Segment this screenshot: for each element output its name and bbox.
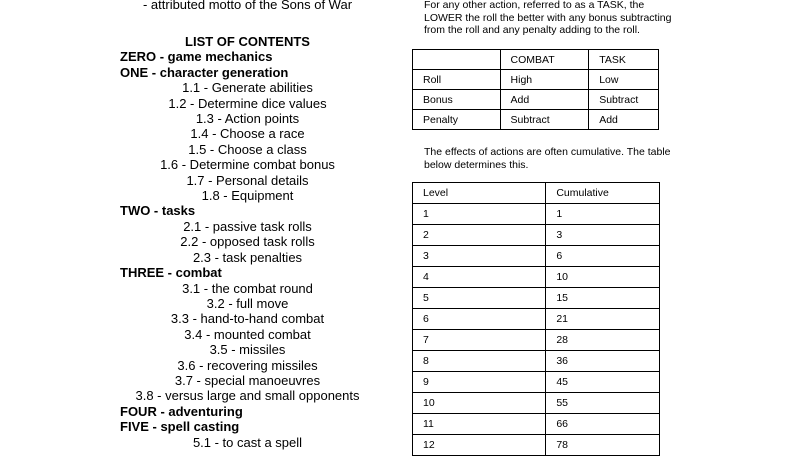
- table-cell: Subtract: [589, 90, 659, 110]
- toc-entry: 1.4 - Choose a race: [190, 126, 305, 142]
- table-header-cell: COMBAT: [500, 50, 589, 70]
- toc-section-heading: FOUR - adventuring: [120, 403, 243, 419]
- table-cell: High: [500, 70, 589, 90]
- toc-section-heading: ZERO - game mechanics: [120, 49, 273, 65]
- toc-entry: 1.5 - Choose a class: [188, 141, 307, 157]
- table-cell: Bonus: [413, 90, 501, 110]
- table-of-contents: [120, 34, 375, 450]
- toc-entry: 2.3 - task penalties: [192, 249, 303, 265]
- table-cell: 4: [413, 267, 546, 288]
- table-row: [413, 110, 659, 130]
- cumulative-paragraph: The effects of actions are often cumulative. The table below determines this.: [424, 146, 671, 171]
- table-cell: 66: [546, 414, 660, 435]
- toc-entry: 3.5 - missiles: [209, 342, 286, 358]
- toc-entry: 2.1 - passive task rolls: [183, 218, 312, 234]
- table-cell: Penalty: [413, 110, 501, 130]
- toc-entry: 3.1 - the combat round: [182, 280, 313, 296]
- table-row: [413, 70, 659, 90]
- combat-task-table: [412, 49, 659, 130]
- table-cell: 11: [413, 414, 546, 435]
- table-header-cell: Cumulative: [546, 183, 660, 204]
- table-header-cell: [413, 50, 501, 70]
- table-cell: 12: [413, 435, 546, 456]
- table-cell: 10: [546, 267, 660, 288]
- table-row: [413, 372, 660, 393]
- toc-entry: 3.8 - versus large and small opponents: [135, 388, 360, 404]
- toc-entry: 3.7 - special manoeuvres: [174, 372, 321, 388]
- table-cell: 15: [546, 288, 660, 309]
- table-row: [413, 309, 660, 330]
- table-row: [413, 204, 660, 225]
- toc-entry: 1.6 - Determine combat bonus: [160, 157, 335, 173]
- table-header-cell: TASK: [589, 50, 659, 70]
- toc-entry: 2.2 - opposed task rolls: [180, 234, 315, 250]
- toc-entry: 1.8 - Equipment: [201, 188, 294, 204]
- table-row: [413, 435, 660, 456]
- toc-entry: 1.3 - Action points: [195, 111, 300, 127]
- toc-entry: 3.6 - recovering missiles: [177, 357, 318, 373]
- toc-entry: 3.3 - hand-to-hand combat: [170, 311, 325, 327]
- table-header-row: [413, 183, 660, 204]
- table-row: [413, 351, 660, 372]
- table-cell: 3: [413, 246, 546, 267]
- table-row: [413, 90, 659, 110]
- toc-entry: 5.1 - to cast a spell: [192, 434, 303, 450]
- table-cell: 5: [413, 288, 546, 309]
- toc-entry: 3.2 - full move: [206, 295, 289, 311]
- table-row: [413, 330, 660, 351]
- table-cell: Add: [500, 90, 589, 110]
- toc-entry: 3.4 - mounted combat: [184, 326, 311, 342]
- task-rule-paragraph: For any other action, referred to as a TASK, the LOWER the roll the better with any bonus subtracting from the roll and any penalty adding to the roll.: [424, 0, 672, 36]
- table-header-cell: Level: [413, 183, 546, 204]
- toc-title: LIST OF CONTENTS: [185, 34, 310, 49]
- toc-entry: 1.7 - Personal details: [186, 172, 309, 188]
- table-cell: 28: [546, 330, 660, 351]
- toc-list: [120, 49, 375, 450]
- table-cell: 1: [413, 204, 546, 225]
- table-cell: 6: [413, 309, 546, 330]
- table-cell: 21: [546, 309, 660, 330]
- table-header-row: [413, 50, 659, 70]
- table-row: [413, 288, 660, 309]
- table-cell: 55: [546, 393, 660, 414]
- toc-section-heading: FIVE - spell casting: [120, 419, 240, 435]
- table-row: [413, 414, 660, 435]
- table-cell: Subtract: [500, 110, 589, 130]
- motto-attribution: - attributed motto of the Sons of War: [142, 0, 353, 12]
- table-cell: Roll: [413, 70, 501, 90]
- table-cell: 45: [546, 372, 660, 393]
- table-cell: Add: [589, 110, 659, 130]
- toc-section-heading: THREE - combat: [120, 265, 222, 281]
- cumulative-table: [412, 182, 660, 456]
- table-cell: 7: [413, 330, 546, 351]
- table-row: [413, 246, 660, 267]
- toc-entry: 1.1 - Generate abilities: [182, 80, 313, 96]
- table-row: [413, 225, 660, 246]
- table-cell: 1: [546, 204, 660, 225]
- table-cell: 8: [413, 351, 546, 372]
- table-cell: 2: [413, 225, 546, 246]
- table-cell: 6: [546, 246, 660, 267]
- table-cell: 78: [546, 435, 660, 456]
- table-cell: Low: [589, 70, 659, 90]
- table-cell: 36: [546, 351, 660, 372]
- table-row: [413, 393, 660, 414]
- table-row: [413, 267, 660, 288]
- table-cell: 3: [546, 225, 660, 246]
- table-cell: 10: [413, 393, 546, 414]
- toc-section-heading: ONE - character generation: [120, 64, 289, 80]
- toc-entry: 1.2 - Determine dice values: [168, 95, 327, 111]
- toc-section-heading: TWO - tasks: [120, 203, 196, 219]
- motto: [120, 0, 375, 12]
- table-cell: 9: [413, 372, 546, 393]
